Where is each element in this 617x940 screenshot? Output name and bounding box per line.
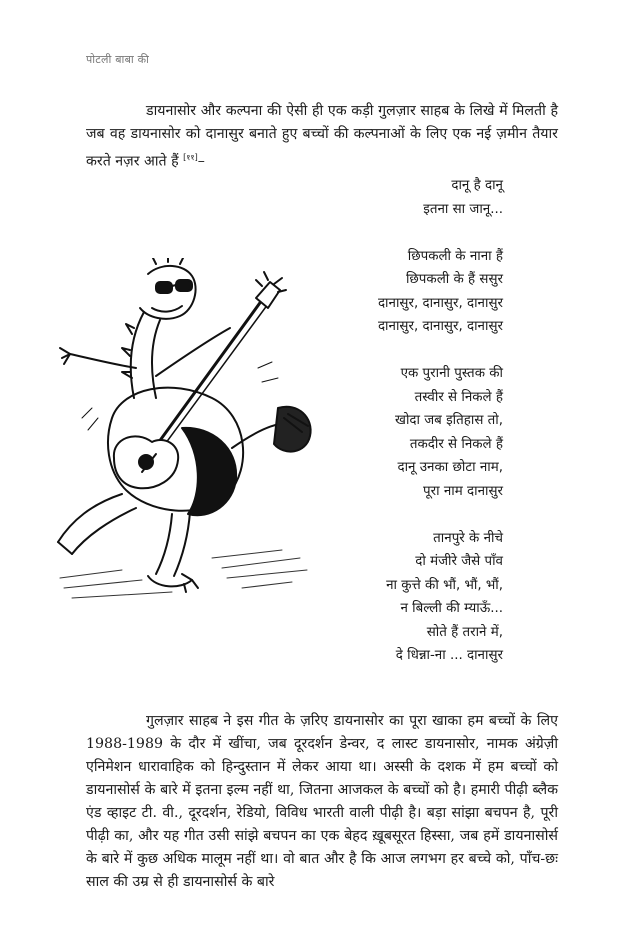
- poem-line: दानासुर, दानासुर, दानासुर: [377, 295, 503, 311]
- poem-line: खोदा जब इतिहास तो,: [394, 413, 503, 428]
- poem-line: सोते हैं तराने में,: [426, 624, 503, 640]
- poem-line: एक पुरानी पुस्तक की: [400, 366, 503, 381]
- body-text: गुलज़ार साहब ने इस गीत के ज़रिए डायनासोर का पूरा खाका हम बच्चों के लिए 1988-1989 के दौर में खींचा, जब दूरदर्शन डेन्वर, द लास्ट डायनासोर, नामक अंग्रेज़ी एनिमेशन धारावाहिक को हिन्दुस्तान में लेकर आया था। अस्सी के दशक में हम बच्चों को डायनासोर्स के बारे में इतना इल्म नहीं था, जितना आजकल के बच्चों को है। हमारी पीढ़ी ब्लैक एंड व्हाइट टी. वी., दूरदर्शन, रेडियो, विविध भारती वाली पीढ़ी है। बड़ा सांझा बचपन है, पूरी पीढ़ी का, और यह गीत उसी सांझे बचपन का एक बेहद ख़ूबसूरत हिस्सा, जब हमें डायनासोर्स के बारे में कुछ अधिक मालूम नहीं था। वो बात और है कि आज लगभग हर बच्चे को, पाँच-छः साल की उम्र से ही डायनासोर्स के बारे: [86, 713, 558, 890]
- poem-line: तानपुरे के नीचे: [433, 530, 503, 546]
- running-head: पोटली बाबा की: [86, 53, 150, 66]
- poem-line: दो मंजीरे जैसे पाँव: [415, 554, 503, 569]
- poem-line: तकदीर से निकले हैं: [409, 436, 503, 452]
- guitar-dinosaur-illustration: [52, 258, 314, 610]
- intro-text: डायनासोर और कल्पना की ऐसी ही एक कड़ी गुलज़ार साहब के लिखे में मिलती है जब वह डायनासोर को दानासुर बनाते हुए बच्चों की कल्पनाओं के लिए एक नई ज़मीन तैयार करते नज़र आते हैं: [86, 103, 558, 170]
- poem-line: दे धिन्ना-ना ... दानासुर: [395, 648, 503, 663]
- poem-line: दानासुर, दानासुर, दानासुर: [377, 319, 503, 334]
- footnote-ref: [११]: [183, 153, 198, 162]
- poem-line: न बिल्ली की म्याऊँ...: [400, 601, 503, 616]
- poem-line: छिपकली के हैं ससुर: [405, 272, 503, 287]
- intro-paragraph: [86, 100, 558, 174]
- poem-line: दानू है दानू: [451, 178, 503, 193]
- body-paragraph: [86, 710, 558, 894]
- poem-line: ना कुत्ते की भौं, भौं, भौं,: [386, 577, 503, 593]
- poem-line: इतना सा जानू...: [423, 201, 503, 217]
- poem-line: तस्वीर से निकले हैं: [414, 389, 503, 405]
- poem-stanza: [203, 174, 503, 221]
- intro-dash: –: [197, 153, 205, 170]
- poem-line: छिपकली के नाना हैं: [407, 248, 503, 264]
- poem-line: दानू उनका छोटा नाम,: [397, 460, 503, 475]
- poem-line: पूरा नाम दानासुर: [423, 483, 503, 499]
